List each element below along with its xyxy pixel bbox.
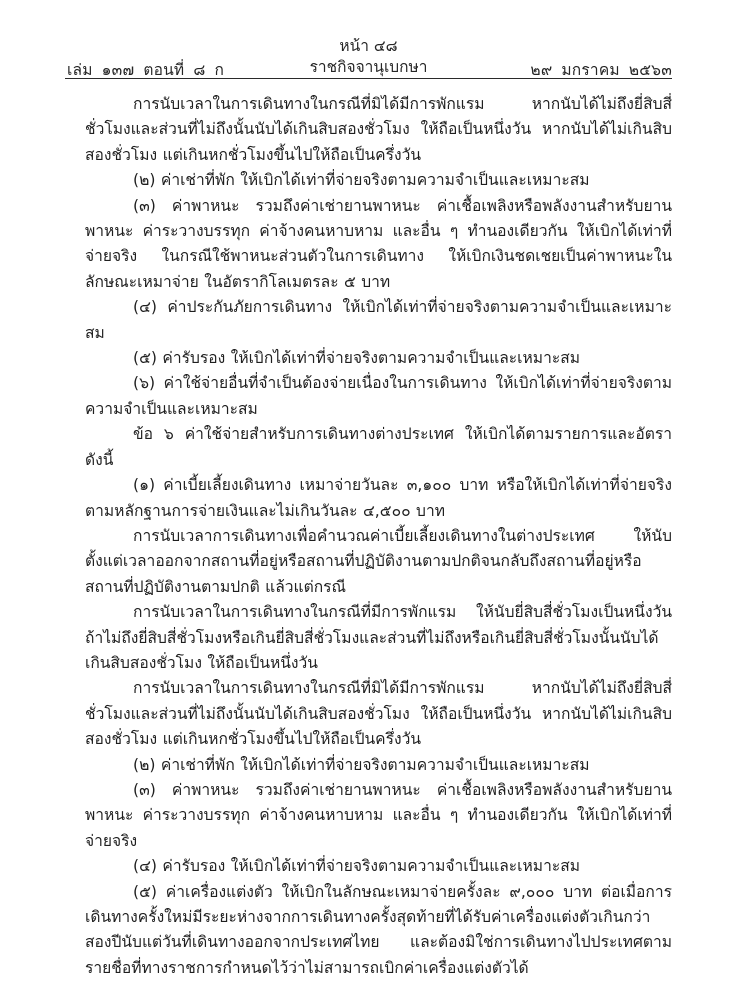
list-item-2-accommodation-domestic: (๒) ค่าเช่าที่พัก ให้เบิกได้เท่าที่จ่ายจริงตามความจำเป็นและเหมาะสม [133,171,590,190]
list-item-4-travel-insurance: (๔) ค่าประกันภัยการเดินทาง ให้เบิกได้เท่าที่จ่ายจริงตามความจำเป็นและเหมาะสม [85,298,672,342]
list-item-6-other-expenses: (๖) ค่าใช้จ่ายอื่นที่จำเป็นต้องจ่ายเนื่องในการเดินทาง ให้เบิกได้เท่าที่จ่ายจริงตามความจำเป็นและเหมาะสม [85,374,672,418]
date-day: ๒๙ [530,61,553,79]
gazette-title: ราชกิจจานุเบกษา [309,58,428,76]
paragraph-time-counting-no-lodging-domestic: การนับเวลาในการเดินทางในกรณีที่มิได้มีการพักแรม หากนับได้ไม่ถึงยี่สิบสี่ชั่วโมงและส่วนที่ไม่ถึงนั้นนับได้เกินสิบสองชั่วโมง ให้ถือเป็นหนึ่งวัน หากนับได้ไม่เกินสิบสองชั่วโมง แต่เกินหกชั่วโมงขึ้นไปให้ถือเป็นครึ่งวัน [85,95,672,164]
clause-6-heading: ข้อ ๖ ค่าใช้จ่ายสำหรับการเดินทางต่างประเทศ ให้เบิกได้ตามรายการและอัตรา ดังนี้ [85,425,672,469]
list-item-4-hospitality-foreign: (๔) ค่ารับรอง ให้เบิกได้เท่าที่จ่ายจริงตามความจำเป็นและเหมาะสม [133,857,580,876]
section-letter: ก [214,61,225,79]
document-body [85,92,672,981]
masthead [65,36,672,78]
paragraph-time-counting-no-lodging-foreign: การนับเวลาในการเดินทางในกรณีที่มิได้มีการพักแรม หากนับได้ไม่ถึงยี่สิบสี่ชั่วโมงและส่วนที่ไม่ถึงนั้นนับได้เกินสิบสองชั่วโมง ให้ถือเป็นหนึ่งวัน หากนับได้ไม่เกินสิบสองชั่วโมง แต่เกินหกชั่วโมงขึ้นไปให้ถือเป็นครึ่งวัน [85,679,672,749]
masthead-divider [65,78,672,79]
paragraph-per-diem-time-calculation: การนับเวลาการเดินทางเพื่อคำนวณค่าเบี้ยเลี้ยงเดินทางในต่างประเทศ ให้นับตั้งแต่เวลาออกจากสถานที่อยู่หรือสถานที่ปฏิบัติงานตามปกติจนกลับถึงสถานที่อยู่หรือสถานที่ปฏิบัติงานตามปกติ แล้วแต่กรณี [85,526,672,596]
list-item-3-transport-foreign: (๓) ค่าพาหนะ รวมถึงค่าเช่ายานพาหนะ ค่าเชื้อเพลิงหรือพลังงานสำหรับยานพาหนะ ค่าระวางบรรทุก ค่าจ้างคนหาบหาม และอื่น ๆ ทำนองเดียวกัน ให้เบิกได้เท่าที่จ่ายจริง [85,780,672,850]
volume-word: เล่ม [67,61,93,79]
volume-number: ๑๓๗ [101,61,135,79]
date-year: ๒๕๖๓ [628,61,672,79]
part-word: ตอนที่ [143,61,185,79]
date-month: มกราคม [561,61,620,79]
list-item-3-transport-domestic: (๓) ค่าพาหนะ รวมถึงค่าเช่ายานพาหนะ ค่าเชื้อเพลิงหรือพลังงานสำหรับยานพาหนะ ค่าระวางบรรทุก ค่าจ้างคนหาบหาม และอื่น ๆ ทำนองเดียวกัน ให้เบิกได้เท่าที่จ่ายจริง ในกรณีใช้พาหนะส่วนตัวในการเดินทาง ให้เบิกเงินชดเชยเป็นค่าพาหนะในลักษณะเหมาจ่าย ในอัตรากิโลเมตรละ ๕ บาท [85,196,672,291]
list-item-2-accommodation-foreign: (๒) ค่าเช่าที่พัก ให้เบิกได้เท่าที่จ่ายจริงตามความจำเป็นและเหมาะสม [133,755,590,774]
list-item-5-clothing-allowance: (๕) ค่าเครื่องแต่งตัว ให้เบิกในลักษณะเหมาจ่ายครั้งละ ๙,๐๐๐ บาท ต่อเมื่อการเดินทางครั้งใหม่มีระยะห่างจากการเดินทางครั้งสุดท้ายที่ได้รับค่าเครื่องแต่งตัวเกินกว่าสองปีนับแต่วันที่เดินทางออกจากประเทศไทย และต้องมิใช่การเดินทางไปประเทศตามรายชื่อที่ทางราชการกำหนดไว้ว่าไม่สามารถเบิกค่าเครื่องแต่งตัวได้ [85,882,672,977]
paragraph-time-counting-with-lodging: การนับเวลาในการเดินทางในกรณีที่มีการพักแรม ให้นับยี่สิบสี่ชั่วโมงเป็นหนึ่งวัน ถ้าไม่ถึงยี่สิบสี่ชั่วโมงหรือเกินยี่สิบสี่ชั่วโมงและส่วนที่ไม่ถึงหรือเกินยี่สิบสี่ชั่วโมงนั้นนับได้เกินสิบสองชั่วโมง ให้ถือเป็นหนึ่งวัน [85,603,672,672]
list-item-1-per-diem-foreign: (๑) ค่าเบี้ยเลี้ยงเดินทาง เหมาจ่ายวันละ ๓,๑๐๐ บาท หรือให้เบิกได้เท่าที่จ่ายจริงตามหลักฐานการจ่ายเงินและไม่เกินวันละ ๔,๕๐๐ บาท [85,476,672,520]
list-item-5-hospitality-domestic: (๕) ค่ารับรอง ให้เบิกได้เท่าที่จ่ายจริงตามความจำเป็นและเหมาะสม [133,349,580,368]
page-number-label: หน้า ๔๘ [339,37,398,55]
part-number: ๘ [193,61,206,79]
